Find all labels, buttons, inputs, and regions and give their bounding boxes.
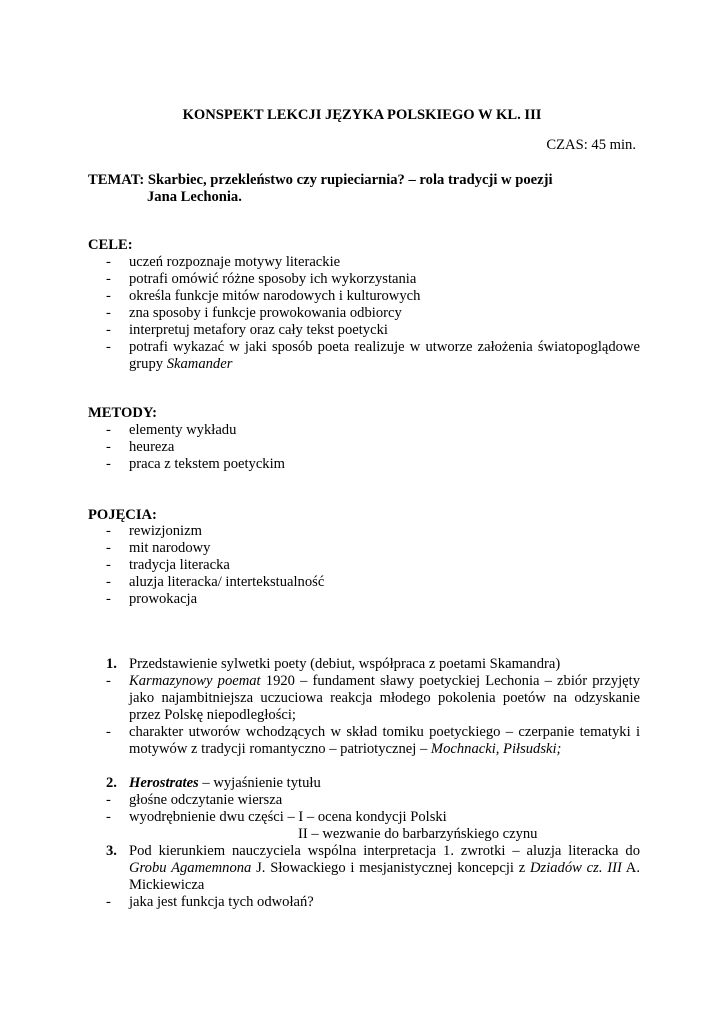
list-item: - jaka jest funkcja tych odwołań? (106, 894, 314, 910)
list-item: - określa funkcje mitów narodowych i kulturowych (88, 288, 640, 305)
list-item: - potrafi omówić różne sposoby ich wykorzystania (88, 271, 640, 288)
goals-list (88, 254, 640, 373)
methods-list (88, 422, 640, 473)
step-number: 3. (106, 843, 117, 859)
document-title: KONSPEKT LEKCJI JĘZYKA POLSKIEGO W KL. III (182, 107, 542, 123)
list-item: - interpretuj metafory oraz cały tekst poetycki (88, 322, 640, 339)
step-number: 2. (106, 775, 117, 791)
item-text: 1920 – fundament sławy poetyckiej Lechonia – zbiór przyjęty jako najambitniejsza uczuciowa reakcja młodego pokolenia poetów na odzyskanie przez Polskę niepodległości; (129, 673, 641, 723)
lesson-steps (88, 656, 640, 911)
item-text: charakter utworów wchodzących w skład tomiku poetyckiego – czerpanie tematyki i motywów z tradycji romantyczno – patriotycznej – (129, 724, 640, 757)
topic-line-1: TEMAT: Skarbiec, przekleństwo czy rupieciarnia? – rola tradycji w poezji (88, 172, 553, 188)
goal-text: potrafi wykazać w jaki sposób poeta realizuje w utworze założenia światopoglądowe grupy (129, 339, 640, 372)
list-item: - Karmazynowy poemat 1920 – fundament sławy poetyckiej Lechonia – zbiór przyjęty jako najambitniejsza uczuciowa reakcja młodego pokolenia poetów na odzyskanie przez Polskę niepodległości; (106, 673, 641, 723)
group-name: Skamander (166, 356, 233, 372)
list-item: - uczeń rozpoznaje motywy literackie (88, 254, 640, 271)
step-1 (88, 656, 640, 673)
list-item: - aluzja literacka/ intertekstualność (88, 574, 640, 591)
list-item: - praca z tekstem poetyckim (88, 456, 640, 473)
book-title: Karmazynowy poemat (129, 673, 261, 689)
step-text: A. Mickiewicza (129, 860, 640, 893)
goals-heading: CELE: (88, 237, 133, 253)
list-item-continuation (88, 826, 640, 843)
methods-heading: METODY: (88, 405, 157, 421)
item-text: wyodrębnienie dwu części – I – ocena kondycji Polski (129, 809, 447, 825)
item-text: jaka jest funkcja tych odwołań? (129, 894, 314, 910)
item-text: II – wezwanie do barbarzyńskiego czynu (298, 826, 538, 842)
item-text: głośne odczytanie wiersza (129, 792, 283, 808)
work-title: Grobu Agamemnona (129, 860, 252, 876)
list-item: - zna sposoby i funkcje prowokowania odbiorcy (88, 305, 640, 322)
list-item: - mit narodowy (88, 540, 640, 557)
names-text: Mochnacki, Piłsudski; (430, 741, 562, 757)
step-text: – wyjaśnienie tytułu (198, 775, 321, 791)
list-item: - wyodrębnienie dwu części – I – ocena kondycji Polski (106, 809, 447, 825)
list-item: - elementy wykładu (88, 422, 640, 439)
work-title: Dziadów cz. III (529, 860, 622, 876)
lesson-topic (88, 172, 553, 206)
poem-title: Herostrates (129, 775, 199, 791)
concepts-heading: POJĘCIA: (88, 507, 157, 523)
lesson-duration: CZAS: 45 min. (546, 137, 636, 153)
step-text: Przedstawienie sylwetki poety (debiut, współpraca z poetami Skamandra) (129, 656, 561, 672)
list-item: - heureza (88, 439, 640, 456)
concepts-list (88, 523, 640, 608)
list-item: - charakter utworów wchodzących w skład tomiku poetyckiego – czerpanie tematyki i motywów z tradycji romantyczno – patriotycznej – Mochnacki, Piłsudski; (106, 724, 640, 757)
step-number: 1. (106, 656, 117, 672)
list-item: - głośne odczytanie wiersza (106, 792, 283, 808)
topic-line-2: Jana Lechonia. (147, 189, 242, 205)
list-item (88, 339, 640, 373)
step-text: J. Słowackiego i mesjanistycznej koncepcji z (251, 860, 530, 876)
step-2 (88, 775, 640, 792)
list-item: - prowokacja (88, 591, 640, 608)
list-item: - rewizjonizm (88, 523, 640, 540)
list-item: - tradycja literacka (88, 557, 640, 574)
step-3 (88, 843, 640, 894)
step-text: Pod kierunkiem nauczyciela wspólna interpretacja 1. zwrotki – aluzja literacka do (129, 843, 640, 859)
